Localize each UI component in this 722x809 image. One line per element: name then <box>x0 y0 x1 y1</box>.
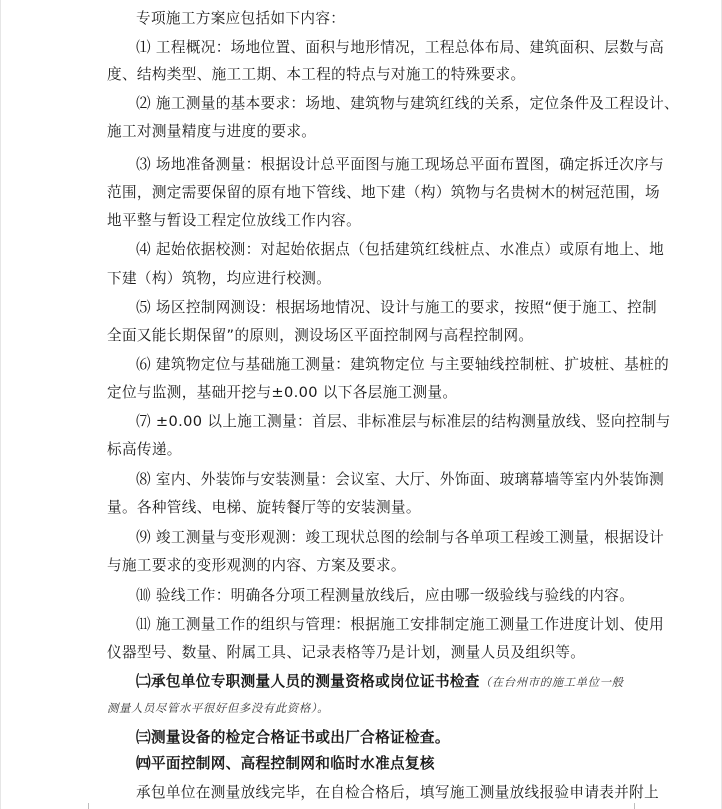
item-9-line-2: 与施工要求的变形观测的内容、方案及要求。 <box>107 557 406 574</box>
item-8-line-2: 量。各种管线、电梯、旋转餐厅等的安装测量。 <box>107 499 421 516</box>
heading-2-line-1 <box>136 672 646 692</box>
item-5-line-2: 全面又能长期保留”的原则，测设场区平面控制网与高程控制网。 <box>107 327 534 344</box>
page-corner-mark-right <box>634 803 635 809</box>
item-8-line-1: ⑻ 室内、外装饰与安装测量：会议室、大厅、外饰面、玻璃幕墙等室内外装饰测 <box>136 471 665 488</box>
item-6-line-2: 定位与监测，基础开挖与±0.00 以下各层施工测量。 <box>107 384 458 401</box>
item-2-line-1: ⑵ 施工测量的基本要求：场地、建筑物与建筑红线的关系，定位条件及工程设计、 <box>136 95 679 112</box>
heading-4: ㈣平面控制网、高程控制网和临时水准点复核 <box>136 755 435 772</box>
item-6-line-1: ⑹ 建筑物定位与基础施工测量：建筑物定位 与主要轴线控制桩、扩坡桩、基桩的 <box>136 356 670 373</box>
item-11-line-1: ⑾ 施工测量工作的组织与管理：根据施工安排制定施工测量工作进度计划、使用 <box>136 616 665 633</box>
heading-2-note-end: 测量人员尽管水平很好但多没有此资格）。 <box>107 701 330 715</box>
item-10-line: ⑽ 验线工作：明确各分项工程测量放线后，应由哪一级验线与验线的内容。 <box>136 587 635 604</box>
heading-2-bold: ㈡承包单位专职测量人员的测量资格或岗位证书检查 <box>136 673 480 690</box>
item-9-line-1: ⑼ 竣工测量与变形观测：竣工现状总图的绘制与各单项工程竣工测量，根据设计 <box>136 529 665 546</box>
page-corner-mark-left <box>88 803 89 809</box>
item-3-line-3: 地平整与暂设工程定位放线工作内容。 <box>107 212 362 229</box>
heading-3: ㈢测量设备的检定合格证书或出厂合格证检查。 <box>136 729 450 746</box>
item-4-line-1: ⑷ 起始依据校测：对起始依据点（包括建筑红线桩点、水准点）或原有地上、地 <box>136 241 665 258</box>
page-left-edge <box>0 0 1 809</box>
item-5-line-1: ⑸ 场区控制网测设：根据场地情况、设计与施工的要求，按照“便于施工、控制 <box>136 299 657 316</box>
item-3-line-2: 范围，测定需要保留的原有地下管线、地下建（构）筑物与名贵树木的树冠范围，场 <box>107 184 660 201</box>
item-1-line-1: ⑴ 工程概况：场地位置、面积与地形情况，工程总体布局、建筑面积、层数与高 <box>136 39 665 56</box>
heading-2-note-start: （在台州市的施工单位一般 <box>479 675 624 689</box>
item-11-line-2: 仪器型号、数量、附属工具、记录表格等乃是计划，测量人员及组织等。 <box>107 644 586 661</box>
item-7-line-1: ⑺ ±0.00 以上施工测量：首层、非标准层与标准层的结构测量放线、竖向控制与 <box>136 413 671 430</box>
item-3-line-1: ⑶ 场地准备测量：根据设计总平面图与施工现场总平面布置图，确定拆迁次序与 <box>136 156 665 173</box>
last-line: 承包单位在测量放线完毕，在自检合格后，填写施工测量放线报验申请表并附上 <box>136 784 660 801</box>
item-4-line-2: 下建（构）筑物，均应进行校测。 <box>107 270 332 287</box>
item-7-line-2: 标高传递。 <box>107 441 182 458</box>
item-1-line-2: 度、结构类型、施工工期、本工程的特点与对施工的特殊要求。 <box>107 66 526 83</box>
intro-line: 专项施工方案应包括如下内容： <box>136 10 346 27</box>
item-2-line-2: 施工对测量精度与进度的要求。 <box>107 123 317 140</box>
